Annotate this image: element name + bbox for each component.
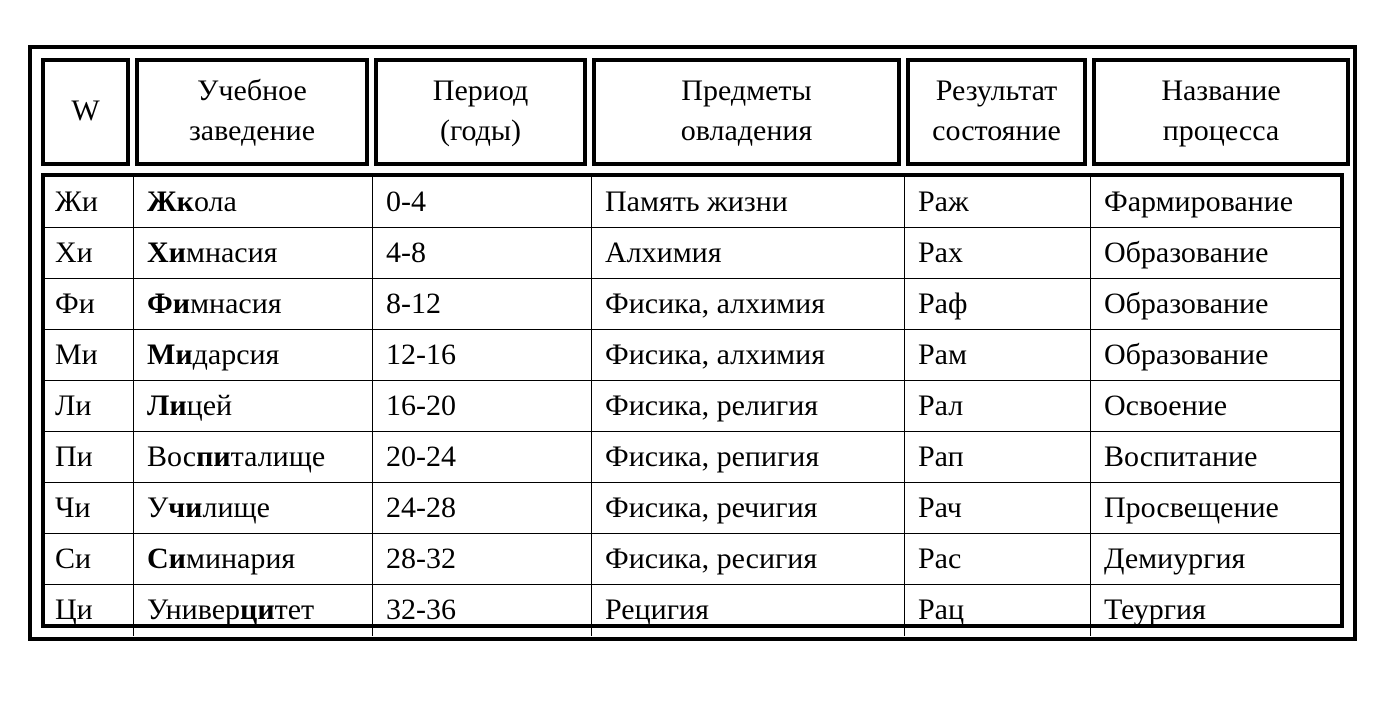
institution-highlight: Хи (147, 236, 186, 269)
period-cell: 20-24 (373, 432, 592, 482)
institution-suffix: ола (193, 185, 237, 218)
subjects-cell: Фисика, алхимия (592, 279, 905, 329)
result-cell: Рам (905, 330, 1091, 380)
result-cell: Рас (905, 534, 1091, 584)
process-cell: Просвещение (1104, 491, 1279, 524)
institution-cell (134, 483, 373, 533)
subjects-cell: Память жизни (592, 177, 905, 227)
table-frame (28, 45, 1357, 641)
institution-suffix: лище (202, 491, 270, 524)
institution-suffix: минария (185, 542, 296, 575)
subjects-cell: Фисика, ресигия (592, 534, 905, 584)
result-cell: Рах (905, 228, 1091, 278)
process-cell: Освоение (1104, 389, 1228, 422)
header-label: Название процесса (1161, 74, 1281, 147)
institution-highlight: пи (196, 440, 231, 473)
table (38, 55, 1347, 631)
process-cell: Образование (1104, 236, 1269, 269)
institution-cell (134, 432, 373, 482)
institution-prefix: У (147, 491, 169, 524)
header-w (41, 58, 130, 166)
subjects-cell: Фисика, репигия (592, 432, 905, 482)
process-cell: Воспитание (1104, 440, 1258, 473)
institution-prefix: Универ (147, 593, 241, 626)
header-institution (135, 58, 369, 166)
institution-cell (134, 228, 373, 278)
institution-suffix: мнасия (190, 287, 282, 320)
process-cell: Теургия (1104, 593, 1206, 626)
subjects-cell: Рецигия (592, 585, 905, 636)
code-cell: Пи (45, 432, 134, 482)
period-cell: 24-28 (373, 483, 592, 533)
header-process (1092, 58, 1350, 166)
header-label: Период (годы) (432, 74, 529, 147)
institution-cell (134, 534, 373, 584)
institution-suffix: дарсия (192, 338, 280, 371)
subjects-cell: Алхимия (592, 228, 905, 278)
institution-cell (134, 279, 373, 329)
result-cell: Рап (905, 432, 1091, 482)
institution-cell (134, 585, 373, 636)
header-subjects (592, 58, 901, 166)
code-cell: Хи (45, 228, 134, 278)
institution-suffix: тет (274, 593, 315, 626)
period-cell: 12-16 (373, 330, 592, 380)
result-cell: Раф (905, 279, 1091, 329)
table-row (45, 279, 1340, 330)
period-cell: 16-20 (373, 381, 592, 431)
result-cell: Рач (905, 483, 1091, 533)
code-cell: Ми (45, 330, 134, 380)
process-cell: Образование (1104, 338, 1269, 371)
process-cell: Образование (1104, 287, 1269, 320)
result-cell: Раж (905, 177, 1091, 227)
period-cell: 32-36 (373, 585, 592, 636)
institution-highlight: Фи (147, 287, 191, 320)
institution-highlight: Жк (147, 185, 194, 218)
period-cell: 28-32 (373, 534, 592, 584)
table-row (45, 177, 1340, 228)
institution-cell (134, 177, 373, 227)
result-cell: Рац (905, 585, 1091, 636)
table-row (45, 330, 1340, 381)
table-row (45, 534, 1340, 585)
table-row (45, 228, 1340, 279)
code-cell: Си (45, 534, 134, 584)
code-cell: Ли (45, 381, 134, 431)
institution-suffix: талище (230, 440, 326, 473)
table-row (45, 585, 1340, 636)
process-cell: Демиургия (1104, 542, 1246, 575)
institution-suffix: цей (186, 389, 233, 422)
code-cell: Жи (45, 177, 134, 227)
result-cell: Рал (905, 381, 1091, 431)
header-result (906, 58, 1087, 166)
header-label: W (71, 94, 100, 127)
code-cell: Фи (45, 279, 134, 329)
period-cell: 0-4 (373, 177, 592, 227)
subjects-cell: Фисика, алхимия (592, 330, 905, 380)
subjects-cell: Фисика, религия (592, 381, 905, 431)
header-label: Учебное заведение (188, 74, 316, 147)
institution-cell (134, 330, 373, 380)
institution-cell (134, 381, 373, 431)
institution-highlight: чи (168, 491, 203, 524)
table-row (45, 432, 1340, 483)
period-cell: 8-12 (373, 279, 592, 329)
institution-highlight: Си (147, 542, 186, 575)
period-cell: 4-8 (373, 228, 592, 278)
institution-highlight: Ли (147, 389, 187, 422)
header-label: Результат состояние (932, 74, 1061, 147)
institution-suffix: мнасия (185, 236, 278, 269)
table-row (45, 381, 1340, 432)
header-period (374, 58, 587, 166)
header-label: Предметы овладения (680, 74, 813, 147)
code-cell: Ци (45, 585, 134, 636)
institution-highlight: Ми (147, 338, 193, 371)
table-body (41, 173, 1344, 628)
process-cell: Фармирование (1104, 185, 1294, 218)
table-row (45, 483, 1340, 534)
code-cell: Чи (45, 483, 134, 533)
institution-highlight: ци (240, 593, 275, 626)
institution-prefix: Вос (147, 440, 197, 473)
subjects-cell: Фисика, речигия (592, 483, 905, 533)
